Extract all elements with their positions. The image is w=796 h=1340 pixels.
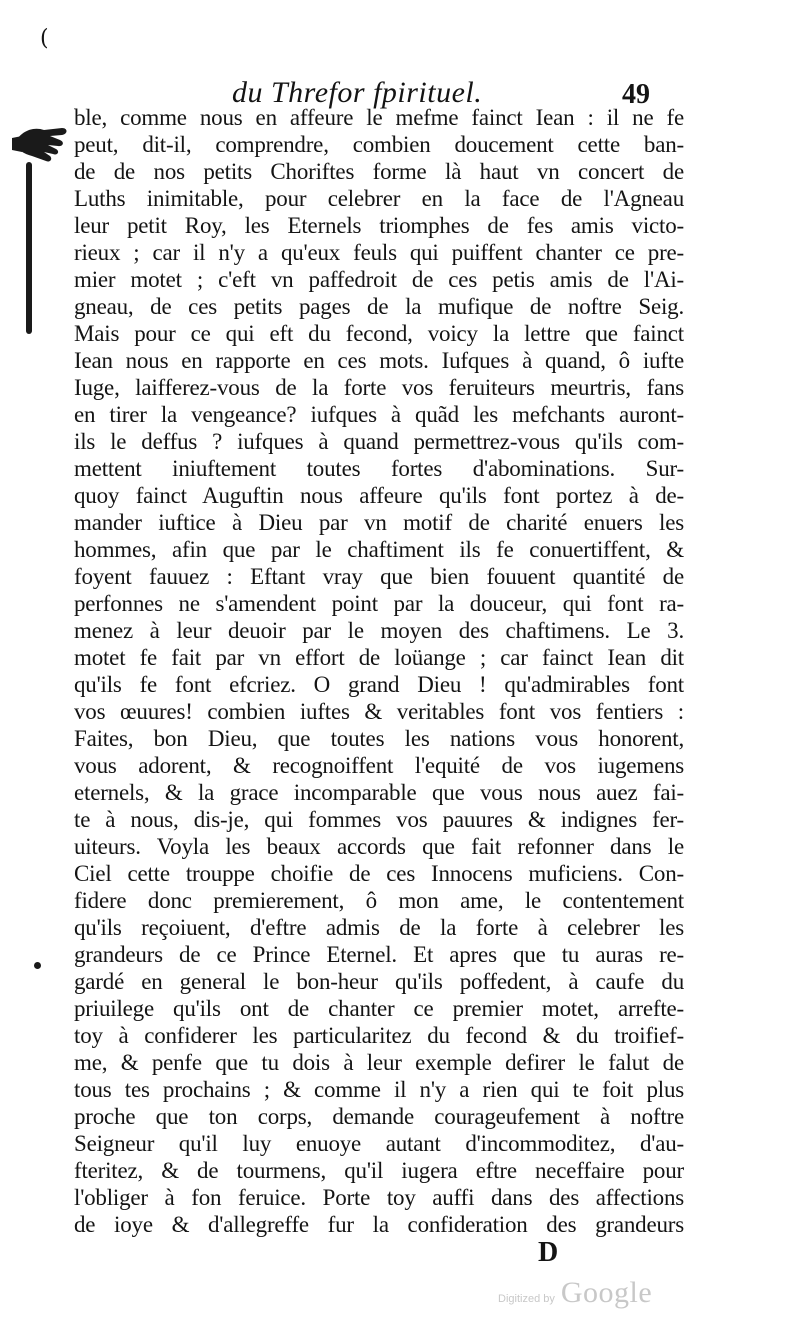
text-line: Iean nous en rapporte en ces mots. Iufques à quand, ô iufte: [74, 348, 684, 373]
text-line: qu'ils fe font efcriez. O grand Dieu ! qu'admirables font: [74, 672, 684, 697]
text-line: priuilege qu'ils ont de chanter ce premier motet, arrefte-: [74, 996, 684, 1021]
text-line: perfonnes ne s'amendent point par la douceur, qui font ra-: [74, 591, 684, 616]
text-line: mier motet ; c'eft vn paffedroit de ces petis amis de l'Ai-: [74, 267, 684, 292]
text-line: gardé en general le bon-heur qu'ils poffedent, à caufe du: [74, 969, 684, 994]
text-line: Iuge, laifferez-vous de la forte vos feruiteurs meurtris, fans: [74, 375, 684, 400]
page-number: 49: [622, 79, 650, 110]
text-line: uiteurs. Voyla les beaux accords que fait refonner dans le: [74, 834, 684, 859]
text-body: [74, 104, 684, 1238]
text-line: mander iuftice à Dieu par vn motif de charité enuers les: [74, 510, 684, 535]
text-line: toy à confiderer les particularitez du fecond & du troifief-: [74, 1023, 684, 1048]
google-logo: Google: [560, 1276, 653, 1309]
text-line: Luths inimitable, pour celebrer en la face de l'Agneau: [74, 186, 684, 211]
text-line: gneau, de ces petits pages de la mufique de noftre Seig.: [74, 294, 684, 319]
text-line: fidere donc premierement, ô mon ame, le contentement: [74, 888, 684, 913]
text-line: leur petit Roy, les Eternels triomphes de fes amis victo-: [74, 213, 684, 238]
text-line: tous tes prochains ; & comme il n'y a rien qui te foit plus: [74, 1077, 684, 1102]
text-line: de ioye & d'allegreffe fur la confideration des grandeurs: [74, 1212, 684, 1237]
text-line: te à nous, dis-je, qui fommes vos pauures & indignes fer-: [74, 807, 684, 832]
signature-mark: D: [538, 1237, 559, 1268]
text-line: l'obliger à fon feruice. Porte toy auffi dans des affections: [74, 1185, 684, 1210]
watermark-prefix: Digitized by: [498, 1293, 555, 1305]
manicule-icon: [10, 118, 72, 170]
text-line: motet fe fait par vn effort de loüange ; car fainct Iean dit: [74, 645, 684, 670]
text-line: proche que ton corps, demande courageufement à noftre: [74, 1104, 684, 1129]
text-line: vous adorent, & recognoiffent l'equité de vos iugemens: [74, 753, 684, 778]
text-line: fteritez, & de tourmens, qu'il iugera eftre neceffaire pour: [74, 1158, 684, 1183]
text-line: vos œuures! combien iuftes & veritables font vos fentiers :: [74, 699, 684, 724]
text-line: hommes, afin que par le chaftiment ils fe conuertiffent, &: [74, 537, 684, 562]
text-line: foyent fauuez : Eftant vray que bien fouuent quantité de: [74, 564, 684, 589]
text-line: qu'ils reçoiuent, d'eftre admis de la forte à celebrer les: [74, 915, 684, 940]
text-line: ble, comme nous en affeure le mefme fainct Iean : il ne fe: [74, 105, 684, 130]
text-line: quoy fainct Auguftin nous affeure qu'ils font portez à de-: [74, 483, 684, 508]
text-line: grandeurs de ce Prince Eternel. Et apres que tu auras re-: [74, 942, 684, 967]
text-line: rieux ; car il n'y a qu'eux feuls qui puiffent chanter ce pre-: [74, 240, 684, 265]
digitized-watermark: [498, 1276, 652, 1312]
text-line: mettent iniuftement toutes fortes d'abominations. Sur-: [74, 456, 684, 481]
text-line: de de nos petits Choriftes forme là haut vn concert de: [74, 159, 684, 184]
text-line: Mais pour ce qui eft du fecond, voicy la lettre que fainct: [74, 321, 684, 346]
text-line: Faites, bon Dieu, que toutes les nations vous honorent,: [74, 726, 684, 751]
text-line: en tirer la vengeance? iufques à quãd les mefchants auront-: [74, 402, 684, 427]
corner-mark: (: [40, 26, 49, 51]
text-line: eternels, & la grace incomparable que vous nous auez fai-: [74, 780, 684, 805]
text-line: me, & penfe que tu dois à leur exemple defirer le falut de: [74, 1050, 684, 1075]
running-head: du Threfor fpirituel.: [232, 76, 483, 109]
margin-dot: [34, 962, 41, 969]
text-line: Seigneur qu'il luy enuoye autant d'incommoditez, d'au-: [74, 1131, 684, 1156]
text-line: menez à leur deuoir par le moyen des chaftimens. Le 3.: [74, 618, 684, 643]
text-line: Ciel cette trouppe choifie de ces Innocens muficiens. Con-: [74, 861, 684, 886]
text-line: ils le deffus ? iufques à quand permettrez-vous qu'ils com-: [74, 429, 684, 454]
text-line: peut, dit-il, comprendre, combien doucement cette ban-: [74, 132, 684, 157]
margin-bracket: [26, 162, 32, 334]
